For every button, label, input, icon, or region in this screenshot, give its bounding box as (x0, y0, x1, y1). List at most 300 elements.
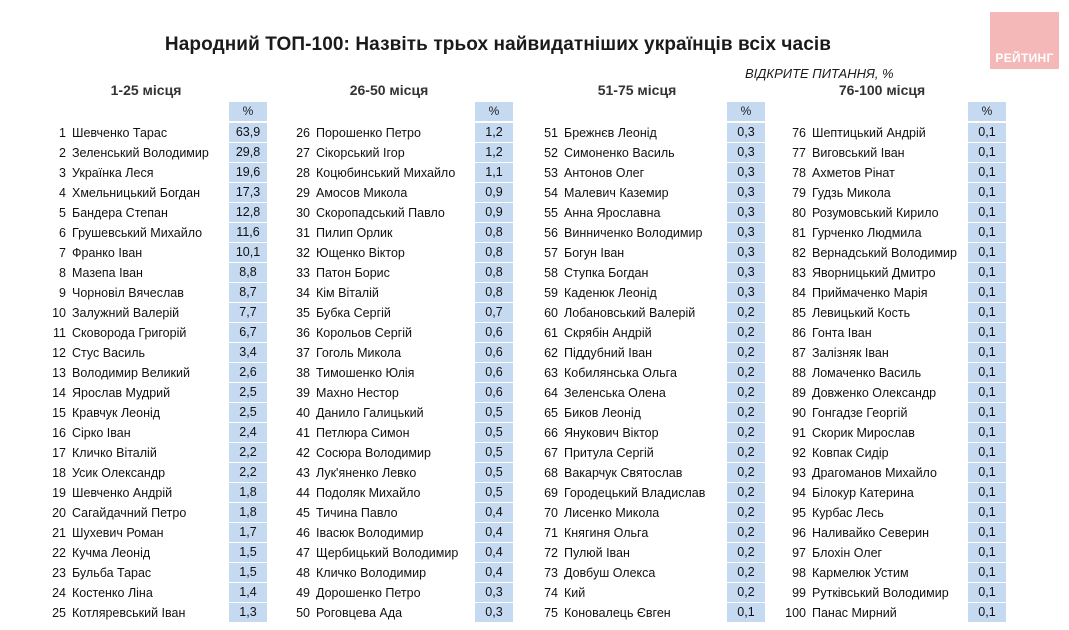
table-row (782, 363, 1006, 383)
table-row (46, 363, 267, 383)
percent-value: 0,1 (968, 423, 1006, 443)
percent-value: 0,2 (727, 383, 765, 403)
rank-number: 9 (59, 286, 66, 300)
person-name: Махно Нестор (316, 386, 399, 400)
person-name: Симоненко Василь (564, 146, 675, 160)
person-name: Лобановський Валерій (564, 306, 696, 320)
table-row (46, 383, 267, 403)
rank-number: 89 (792, 386, 806, 400)
person-name: Петлюра Симон (316, 426, 410, 440)
person-name: Брежнєв Леонід (564, 126, 657, 140)
percent-value: 0,1 (968, 123, 1006, 143)
table-row (46, 583, 267, 603)
table-row (537, 363, 765, 383)
table-row (46, 423, 267, 443)
person-name: Сірко Іван (72, 426, 131, 440)
person-name: Залужний Валерій (72, 306, 180, 320)
rank-number: 38 (296, 366, 310, 380)
percent-value: 11,6 (229, 223, 267, 243)
rank-number: 83 (792, 266, 806, 280)
column-header: 51-75 місця (597, 82, 677, 98)
percent-value: 0,4 (475, 563, 513, 583)
percent-value: 1,2 (475, 143, 513, 163)
person-name: Тимошенко Юлія (316, 366, 415, 380)
percent-value: 0,3 (727, 183, 765, 203)
person-name: Бандера Степан (72, 206, 168, 220)
percent-value: 0,5 (475, 443, 513, 463)
person-name: Порошенко Петро (316, 126, 421, 140)
ranking-rows (289, 123, 513, 623)
person-name: Пулюй Іван (564, 546, 630, 560)
percent-value: 0,1 (968, 143, 1006, 163)
percent-value: 0,8 (475, 223, 513, 243)
person-name: Кармелюк Устим (812, 566, 909, 580)
rank-number: 22 (52, 546, 66, 560)
rank-number: 41 (296, 426, 310, 440)
person-name: Амосов Микола (316, 186, 408, 200)
person-name: Корольов Сергій (316, 326, 412, 340)
percent-value: 0,4 (475, 503, 513, 523)
rank-number: 93 (792, 466, 806, 480)
percent-value: 2,5 (229, 383, 267, 403)
person-name: Залізняк Іван (812, 346, 889, 360)
table-row (289, 283, 513, 303)
percent-value: 1,8 (229, 503, 267, 523)
rank-number: 14 (52, 386, 66, 400)
percent-value: 1,4 (229, 583, 267, 603)
rank-number: 12 (52, 346, 66, 360)
rank-number: 19 (52, 486, 66, 500)
percent-value: 12,8 (229, 203, 267, 223)
person-name: Ступка Богдан (564, 266, 649, 280)
person-name: Наливайко Северин (812, 526, 929, 540)
table-row (46, 243, 267, 263)
table-row (289, 183, 513, 203)
rank-number: 78 (792, 166, 806, 180)
table-row (46, 463, 267, 483)
percent-value: 0,8 (475, 283, 513, 303)
column-header: 1-25 місця (110, 82, 182, 98)
table-row (782, 183, 1006, 203)
person-name: Винниченко Володимир (564, 226, 703, 240)
person-name: Шухевич Роман (72, 526, 164, 540)
table-row (782, 423, 1006, 443)
percent-value: 0,4 (475, 523, 513, 543)
percent-value: 6,7 (229, 323, 267, 343)
person-name: Данило Галицький (316, 406, 424, 420)
person-name: Сагайдачний Петро (72, 506, 187, 520)
table-row (782, 143, 1006, 163)
rank-number: 8 (59, 266, 66, 280)
person-name: Патон Борис (316, 266, 390, 280)
table-row (46, 123, 267, 143)
person-name: Подоляк Михайло (316, 486, 421, 500)
percent-value: 0,3 (727, 263, 765, 283)
table-row (46, 483, 267, 503)
percent-value: 0,2 (727, 503, 765, 523)
person-name: Лисенко Микола (564, 506, 660, 520)
percent-value: 0,5 (475, 483, 513, 503)
table-row (289, 363, 513, 383)
rank-number: 3 (59, 166, 66, 180)
rank-number: 10 (52, 306, 66, 320)
rank-number: 15 (52, 406, 66, 420)
table-row (289, 443, 513, 463)
table-row (537, 183, 765, 203)
person-name: Сковорода Григорій (72, 326, 187, 340)
percent-value: 0,1 (968, 203, 1006, 223)
table-row (537, 583, 765, 603)
question-type-note: ВІДКРИТЕ ПИТАННЯ, % (745, 66, 894, 81)
person-name: Костенко Ліна (72, 586, 153, 600)
rank-number: 54 (544, 186, 558, 200)
table-row (537, 603, 765, 623)
percent-value: 1,2 (475, 123, 513, 143)
percent-value: 0,6 (475, 383, 513, 403)
percent-value: 2,4 (229, 423, 267, 443)
percent-value: 8,7 (229, 283, 267, 303)
table-row (537, 563, 765, 583)
person-name: Грушевський Михайло (72, 226, 203, 240)
rank-number: 28 (296, 166, 310, 180)
person-name: Гоголь Микола (316, 346, 402, 360)
rank-number: 98 (792, 566, 806, 580)
table-row (537, 223, 765, 243)
table-row (289, 203, 513, 223)
rank-number: 55 (544, 206, 558, 220)
percent-value: 0,9 (475, 203, 513, 223)
percent-value: 0,1 (968, 483, 1006, 503)
person-name: Українка Леся (72, 166, 154, 180)
rank-number: 91 (792, 426, 806, 440)
percent-value: 0,1 (968, 243, 1006, 263)
percent-value: 0,1 (968, 603, 1006, 623)
table-row (782, 603, 1006, 623)
page-title: Народний ТОП-100: Назвіть трьох найвидатніших українців всіх часів (164, 34, 832, 55)
percent-value: 0,1 (968, 543, 1006, 563)
person-name: Зеленський Володимир (72, 146, 209, 160)
rank-number: 11 (53, 326, 66, 340)
table-row (289, 243, 513, 263)
table-row (289, 143, 513, 163)
person-name: Кім Віталій (316, 286, 379, 300)
person-name: Панас Мирний (812, 606, 897, 620)
rank-number: 73 (544, 566, 558, 580)
percent-value: 0,1 (968, 443, 1006, 463)
table-row (782, 563, 1006, 583)
table-row (782, 303, 1006, 323)
person-name: Хмельницький Богдан (72, 186, 201, 200)
person-name: Малевич Каземир (564, 186, 669, 200)
person-name: Роговцева Ада (316, 606, 403, 620)
table-row (782, 323, 1006, 343)
table-row (46, 203, 267, 223)
ranking-rows (782, 123, 1006, 623)
percent-value: 0,7 (475, 303, 513, 323)
percent-value: 2,2 (229, 443, 267, 463)
person-name: Бубка Сергій (316, 306, 391, 320)
percent-value: 0,3 (727, 123, 765, 143)
table-row (46, 303, 267, 323)
table-row (537, 243, 765, 263)
rank-number: 69 (544, 486, 558, 500)
rank-number: 74 (544, 586, 558, 600)
person-name: Гурченко Людмила (812, 226, 922, 240)
percent-value: 29,8 (229, 143, 267, 163)
rank-number: 62 (544, 346, 558, 360)
person-name: Щербицький Володимир (316, 546, 459, 560)
person-name: Піддубний Іван (564, 346, 653, 360)
table-row (289, 463, 513, 483)
percent-value: 3,4 (229, 343, 267, 363)
percent-value: 0,1 (968, 403, 1006, 423)
percent-header: % (475, 102, 513, 121)
rank-number: 7 (59, 246, 66, 260)
person-name: Стус Василь (72, 346, 146, 360)
percent-value: 0,2 (727, 323, 765, 343)
table-row (782, 583, 1006, 603)
rank-number: 5 (59, 206, 66, 220)
rank-number: 46 (296, 526, 310, 540)
person-name: Городецький Владислав (564, 486, 706, 500)
person-name: Виговський Іван (812, 146, 905, 160)
person-name: Коновалець Євген (564, 606, 671, 620)
table-row (782, 543, 1006, 563)
rank-number: 16 (52, 426, 66, 440)
rank-number: 66 (544, 426, 558, 440)
rank-number: 72 (544, 546, 558, 560)
table-row (46, 343, 267, 363)
table-row (782, 463, 1006, 483)
rank-number: 86 (792, 326, 806, 340)
person-name: Гудзь Микола (812, 186, 891, 200)
rank-number: 75 (544, 606, 558, 620)
percent-value: 0,5 (475, 403, 513, 423)
percent-value: 7,7 (229, 303, 267, 323)
table-row (782, 163, 1006, 183)
person-name: Бульба Тарас (72, 566, 152, 580)
person-name: Володимир Великий (72, 366, 190, 380)
rank-number: 56 (544, 226, 558, 240)
percent-value: 0,5 (475, 463, 513, 483)
table-row (289, 383, 513, 403)
rank-number: 95 (792, 506, 806, 520)
person-name: Биков Леонід (564, 406, 641, 420)
percent-value: 0,1 (727, 603, 765, 623)
person-name: Дорошенко Петро (316, 586, 421, 600)
percent-value: 0,8 (475, 263, 513, 283)
table-row (289, 563, 513, 583)
percent-value: 0,1 (968, 323, 1006, 343)
person-name: Шевченко Тарас (72, 126, 168, 140)
rank-number: 13 (52, 366, 66, 380)
percent-value: 0,3 (475, 583, 513, 603)
table-row (46, 263, 267, 283)
percent-value: 1,7 (229, 523, 267, 543)
person-name: Ющенко Віктор (316, 246, 405, 260)
rank-number: 45 (296, 506, 310, 520)
table-row (46, 563, 267, 583)
percent-value: 0,3 (727, 283, 765, 303)
rank-number: 51 (544, 126, 558, 140)
person-name: Блохін Олег (812, 546, 883, 560)
percent-value: 0,2 (727, 423, 765, 443)
table-row (537, 463, 765, 483)
rank-number: 100 (785, 606, 806, 620)
rank-number: 94 (792, 486, 806, 500)
percent-value: 0,3 (727, 163, 765, 183)
person-name: Коцюбинський Михайло (316, 166, 456, 180)
rank-number: 25 (52, 606, 66, 620)
rank-number: 58 (544, 266, 558, 280)
rank-number: 1 (59, 126, 66, 140)
table-row (782, 503, 1006, 523)
rank-number: 26 (296, 126, 310, 140)
table-row (289, 543, 513, 563)
percent-value: 0,2 (727, 543, 765, 563)
person-name: Гонгадзе Георгій (812, 406, 908, 420)
rank-number: 61 (544, 326, 558, 340)
percent-value: 0,3 (727, 243, 765, 263)
percent-value: 0,1 (968, 303, 1006, 323)
person-name: Ковпак Сидір (812, 446, 889, 460)
percent-value: 0,1 (968, 363, 1006, 383)
rank-number: 57 (544, 246, 558, 260)
person-name: Кравчук Леонід (72, 406, 161, 420)
table-row (537, 123, 765, 143)
table-row (782, 403, 1006, 423)
rank-number: 34 (296, 286, 310, 300)
rank-number: 47 (296, 546, 310, 560)
person-name: Гонта Іван (812, 326, 872, 340)
table-row (782, 223, 1006, 243)
table-row (782, 203, 1006, 223)
table-row (537, 423, 765, 443)
table-row (782, 443, 1006, 463)
person-name: Котляревський Іван (72, 606, 186, 620)
table-row (46, 443, 267, 463)
table-row (46, 283, 267, 303)
percent-value: 0,6 (475, 343, 513, 363)
percent-value: 0,1 (968, 223, 1006, 243)
person-name: Янукович Віктор (564, 426, 659, 440)
rank-number: 50 (296, 606, 310, 620)
percent-header: % (727, 102, 765, 121)
ranking-rows (46, 123, 267, 623)
rating-logo: РЕЙТИНГ (990, 12, 1059, 69)
percent-value: 0,2 (727, 443, 765, 463)
percent-value: 0,2 (727, 403, 765, 423)
person-name: Усик Олександр (72, 466, 166, 480)
rank-number: 24 (52, 586, 66, 600)
table-row (46, 143, 267, 163)
percent-value: 0,3 (727, 203, 765, 223)
rank-number: 4 (59, 186, 66, 200)
percent-value: 10,1 (229, 243, 267, 263)
table-row (537, 323, 765, 343)
rank-number: 81 (792, 226, 806, 240)
rank-number: 68 (544, 466, 558, 480)
table-row (289, 343, 513, 363)
table-row (289, 583, 513, 603)
table-row (537, 443, 765, 463)
person-name: Лук'яненко Левко (316, 466, 417, 480)
rank-number: 6 (59, 226, 66, 240)
rank-number: 43 (296, 466, 310, 480)
percent-header: % (968, 102, 1006, 121)
table-row (289, 603, 513, 623)
person-name: Зеленська Олена (564, 386, 666, 400)
rank-number: 64 (544, 386, 558, 400)
person-name: Левицький Кость (812, 306, 911, 320)
table-row (46, 163, 267, 183)
rank-number: 39 (296, 386, 310, 400)
person-name: Сосюра Володимир (316, 446, 431, 460)
percent-value: 17,3 (229, 183, 267, 203)
person-name: Пилип Орлик (316, 226, 393, 240)
percent-value: 2,2 (229, 463, 267, 483)
table-row (537, 343, 765, 363)
percent-value: 0,3 (727, 143, 765, 163)
person-name: Яворницький Дмитро (812, 266, 936, 280)
person-name: Тичина Павло (316, 506, 398, 520)
percent-value: 0,8 (475, 243, 513, 263)
table-row (289, 423, 513, 443)
table-row (289, 223, 513, 243)
percent-value: 1,5 (229, 543, 267, 563)
table-row (289, 523, 513, 543)
person-name: Кличко Віталій (72, 446, 157, 460)
table-row (782, 283, 1006, 303)
person-name: Кучма Леонід (72, 546, 151, 560)
percent-value: 0,2 (727, 483, 765, 503)
percent-value: 1,3 (229, 603, 267, 623)
percent-value: 0,2 (727, 523, 765, 543)
percent-value: 0,1 (968, 383, 1006, 403)
person-name: Шептицький Андрій (812, 126, 926, 140)
percent-value: 0,4 (475, 543, 513, 563)
rank-number: 21 (52, 526, 66, 540)
rank-number: 27 (296, 146, 310, 160)
column-header: 76-100 місця (838, 82, 926, 98)
table-row (289, 123, 513, 143)
person-name: Франко Іван (72, 246, 143, 260)
person-name: Розумовський Кирило (812, 206, 939, 220)
rank-number: 63 (544, 366, 558, 380)
rank-number: 65 (544, 406, 558, 420)
rank-number: 35 (296, 306, 310, 320)
table-row (782, 123, 1006, 143)
rank-number: 48 (296, 566, 310, 580)
percent-value: 8,8 (229, 263, 267, 283)
rank-number: 90 (792, 406, 806, 420)
person-name: Кличко Володимир (316, 566, 427, 580)
person-name: Шевченко Андрій (72, 486, 173, 500)
person-name: Довженко Олександр (812, 386, 937, 400)
percent-value: 0,2 (727, 343, 765, 363)
person-name: Довбуш Олекса (564, 566, 656, 580)
table-row (46, 183, 267, 203)
percent-value: 0,1 (968, 163, 1006, 183)
rank-number: 23 (52, 566, 66, 580)
rank-number: 82 (792, 246, 806, 260)
percent-value: 19,6 (229, 163, 267, 183)
table-row (289, 263, 513, 283)
person-name: Приймаченко Марія (812, 286, 928, 300)
rank-number: 67 (544, 446, 558, 460)
table-row (782, 483, 1006, 503)
rank-number: 77 (792, 146, 806, 160)
